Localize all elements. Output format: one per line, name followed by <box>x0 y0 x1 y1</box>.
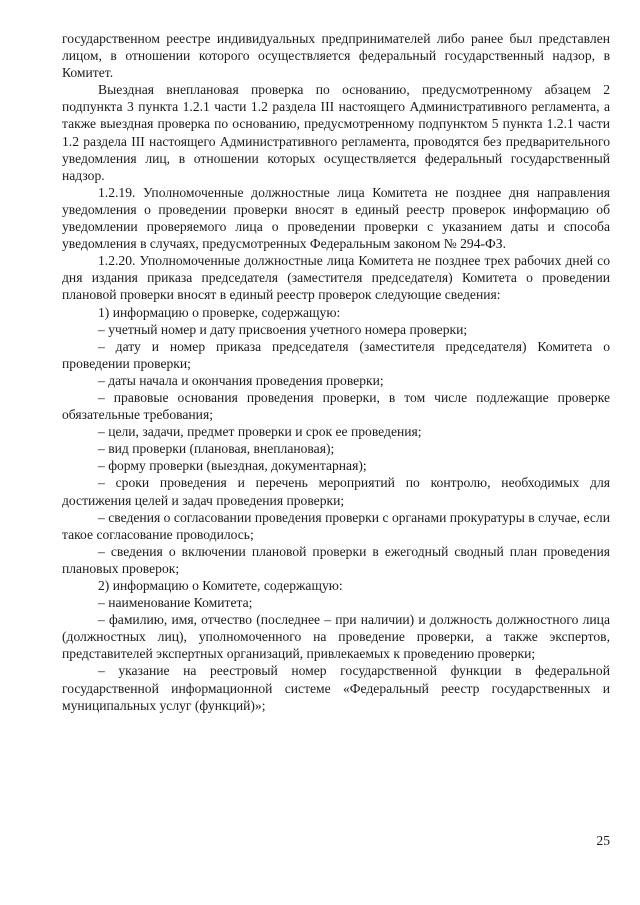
paragraph-4: 1.2.20. Уполномоченные должностные лица Комитета не позднее трех рабочих дней со дня издания приказа председателя (заместителя председателя) Комитета о проведении плановой проверки вносят в единый реестр проверок следующие сведения: <box>62 253 610 303</box>
list-item: – наименование Комитета; <box>98 595 253 611</box>
list-item: – правовые основания проведения проверки, в том числе подлежащие проверке обязательные требования; <box>62 389 610 423</box>
list-item: – цели, задачи, предмет проверки и срок ее проведения; <box>98 424 422 440</box>
list-item: – вид проверки (плановая, внеплановая); <box>98 441 335 457</box>
list-item: – сведения о согласовании проведения проверки с органами прокуратуры в случае, если такое согласование проводилось; <box>62 509 610 542</box>
list-heading-2: 2) информацию о Комитете, содержащую: <box>98 578 343 593</box>
list-item: – учетный номер и дату присвоения учетного номера проверки; <box>98 321 468 337</box>
list-item: – дату и номер приказа председателя (заместителя председателя) Комитета о проведении проверки; <box>62 338 610 371</box>
list-item: – фамилию, имя, отчество (последнее – при наличии) и должность должностного лица (должностных лиц), уполномоченного на проведение проверки, а также экспертов, представителей экспертных организаций, привлекаемых к проведению проверки; <box>62 612 610 662</box>
page-number: 25 <box>596 833 610 848</box>
list-item: – указание на реестровый номер государственной функции в федеральной государственной информационной системе «Федеральный реестр государственных и муниципальных услуг (функций)»; <box>62 663 610 713</box>
paragraph-3: 1.2.19. Уполномоченные должностные лица Комитета не позднее дня направления уведомления о проведении проверки вносят в единый реестр проверок информацию об уведомлении проверяемого лица о проведении проверки с указанием даты и способа уведомления в случаях, предусмотренных Федеральным законом № 294-ФЗ. <box>62 184 610 252</box>
paragraph-2: Выездная внеплановая проверка по основанию, предусмотренному абзацем 2 подпункта 3 пункта 1.2.1 части 1.2 раздела III настоящего Административного регламента, а также выездная проверка по основанию, предусмотренному подпунктом 5 пункта 1.2.1 части 1.2 раздела III настоящего Административного регламента, проводятся без предварительного уведомления лиц, в отношении которых осуществляется федеральный государственный надзор. <box>62 82 610 183</box>
document-page <box>62 30 610 714</box>
list-item: – форму проверки (выездная, документарная); <box>98 458 367 474</box>
list-item: – сведения о включении плановой проверки в ежегодный сводный план проведения плановых проверок; <box>62 543 610 576</box>
list-heading-1: 1) информацию о проверке, содержащую: <box>98 304 341 320</box>
list-item: – даты начала и окончания проведения проверки; <box>98 372 384 388</box>
list-item: – сроки проведения и перечень мероприятий по контролю, необходимых для достижения целей и задач проведения проверки; <box>62 475 610 508</box>
paragraph-1: государственном реестре индивидуальных предпринимателей либо ранее был представлен лицом, в отношении которого осуществляется федеральный государственный надзор, в Комитет. <box>62 31 610 81</box>
